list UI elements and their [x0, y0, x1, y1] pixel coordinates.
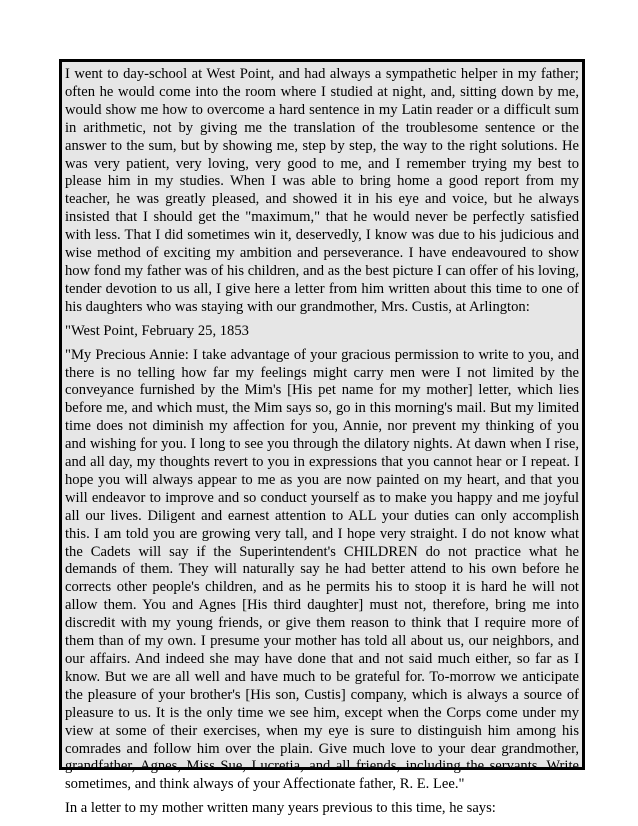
paragraph-day-school: I went to day-school at West Point, and had always a sympathetic helper in my father; often he would come into the room where I studied at night, and, sitting down by me, would show me how to overcome a hard sentence in my Latin reader or a difficult sum in arithmetic, not by giving me the translation of the troublesome sentence or the answer to the sum, but by showing me, step by step, the way to the right solutions. He was very patient, very loving, very good to me, and I remember trying my best to please him in my studies. When I was able to bring home a good report from my teacher, he was greatly pleased, and showed it in his eye and voice, but he always insisted that I should get the "maximum," that he would never be perfectly satisfied with less. That I did sometimes win it, deservedly, I know was due to his judicious and wise method of exciting my ambition and perseverance. I have endeavoured to show how fond my father was of his children, and as the best picture I can offer of his loving, tender devotion to us all, I give here a letter from him written about this time to one of his daughters who was staying with our grandmother, Mrs. Custis, at Arlington:: [65, 66, 579, 315]
paragraph-letter-body: "My Precious Annie: I take advantage of your gracious permission to write to you, and there is no telling how far my feelings might carry men were I not limited by the conveyance furnished by the Mim's [His pet name for my mother] letter, which lies before me, and which must, the Mim says so, go in this morning's mail. But my limited time does not diminish my affection for you, Annie, nor prevent my thinking of you and wishing for you. I long to see you through the dilatory nights. At dawn when I rise, and all day, my thoughts revert to you in expressions that you cannot hear or I repeat. I hope you will always appear to me as you are now painted on my heart, and that you will endeavor to improve and so conduct yourself as to make you happy and me joyful all our lives. Diligent and earnest attention to ALL your duties can only accomplish this. I am told you are growing very tall, and I hope very straight. I do not know what the Cadets will say if the Superintendent's CHILDREN do not practice what he demands of them. They will naturally say he had better attend to his own before he corrects other people's children, and as he permits his to stoop it is hard he will not allow them. You and Agnes [His third daughter] must not, therefore, bring me into discredit with my young friends, or give them reason to think that I require more of them than of my own. I presume your mother has told all about us, our neighbors, and our affairs. And indeed she may have done that and not said much either, so far as I know. But we are all well and have much to be grateful for. To-morrow we anticipate the pleasure of your brother's [His son, Custis] company, which is always a source of pleasure to us. It is the only time we see him, except when the Corps come under my view at some of their exercises, when my eye is sure to distinguish him among his comrades and follow him over the plain. Give much love to your dear grandmother, grandfather, Agnes, Miss Sue, Lucretia, and all friends, including the servants. Write sometimes, and think always of your Affectionate father, R. E. Lee.": [65, 346, 579, 793]
paragraph-letter-dateline: "West Point, February 25, 1853: [65, 322, 249, 339]
paragraph-closing: In a letter to my mother written many years previous to this time, he says:: [65, 800, 496, 817]
document-text-box: [59, 59, 585, 817]
